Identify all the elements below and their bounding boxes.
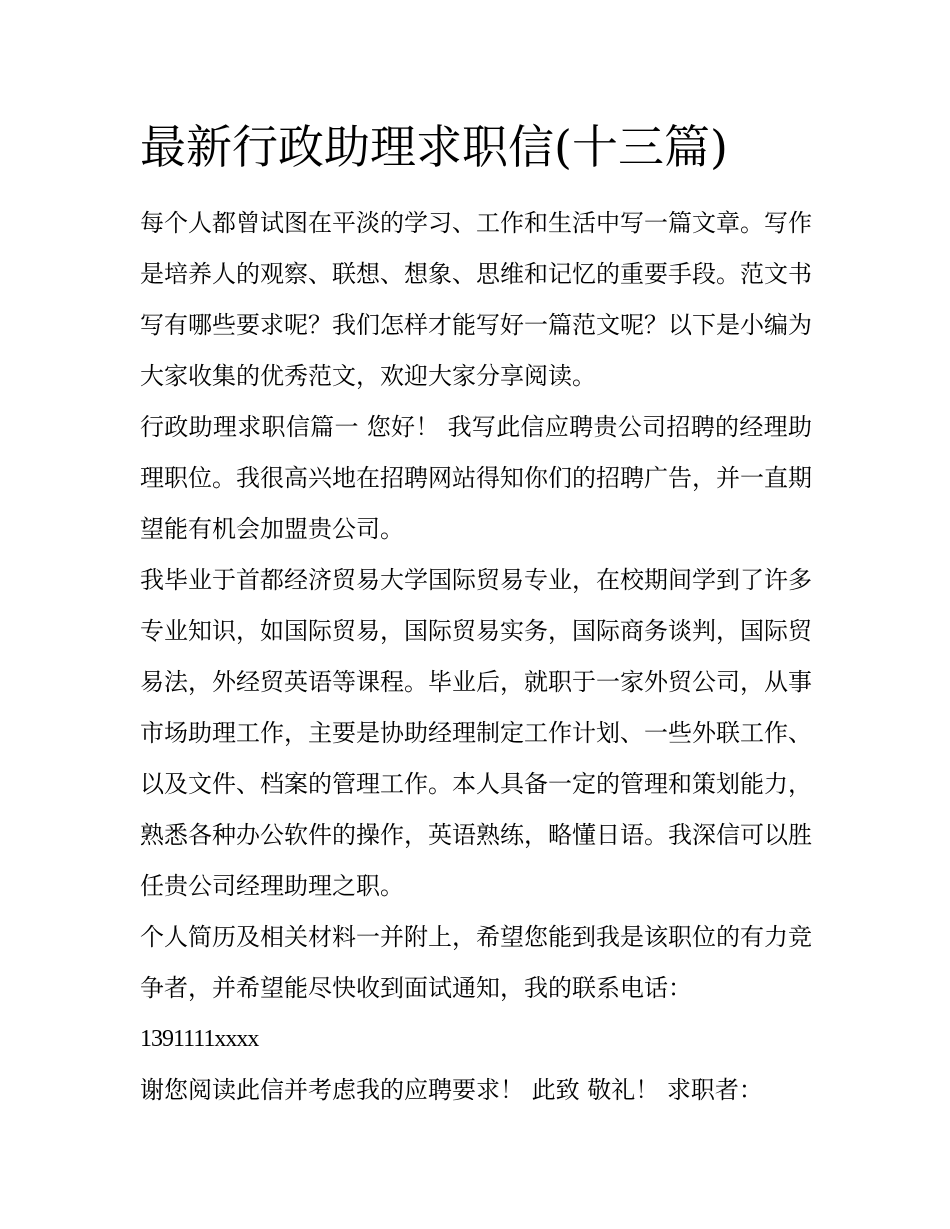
background-paragraph: 我毕业于首都经济贸易大学国际贸易专业，在校期间学到了许多专业知识，如国际贸易，国际贸易实务，国际商务谈判，国际贸易法，外经贸英语等课程。毕业后，就职于一家外贸公司，从事市场助理工作，主要是协助经理制定工作计划、一些外联工作、以及文件、档案的管理工作。本人具备一定的管理和策划能力，熟悉各种办公软件的操作，英语熟练，略懂日语。我深信可以胜任贵公司经理助理之职。 [140, 566, 812, 900]
closing-paragraph: 谢您阅读此信并考虑我的应聘要求！ 此致 敬礼！ 求职者： [140, 1076, 763, 1104]
letter-opening-paragraph: 行政助理求职信篇一 您好！ 我写此信应聘贵公司招聘的经理助理职位。我很高兴地在招聘网站得知你们的招聘广告，并一直期望能有机会加盟贵公司。 [140, 413, 812, 543]
contact-paragraph: 个人简历及相关材料一并附上，希望您能到我是该职位的有力竞争者，并希望能尽快收到面试通知，我的联系电话： [140, 923, 812, 1002]
document-body [140, 198, 812, 1116]
document-title: 最新行政助理求职信(十三篇) [140, 120, 728, 174]
intro-paragraph: 每个人都曾试图在平淡的学习、工作和生活中写一篇文章。写作是培养人的观察、联想、想象、思维和记忆的重要手段。范文书写有哪些要求呢？我们怎样才能写好一篇范文呢？以下是小编为大家收集的优秀范文，欢迎大家分享阅读。 [140, 209, 812, 390]
phone-number: 1391111xxxx [140, 1026, 259, 1052]
